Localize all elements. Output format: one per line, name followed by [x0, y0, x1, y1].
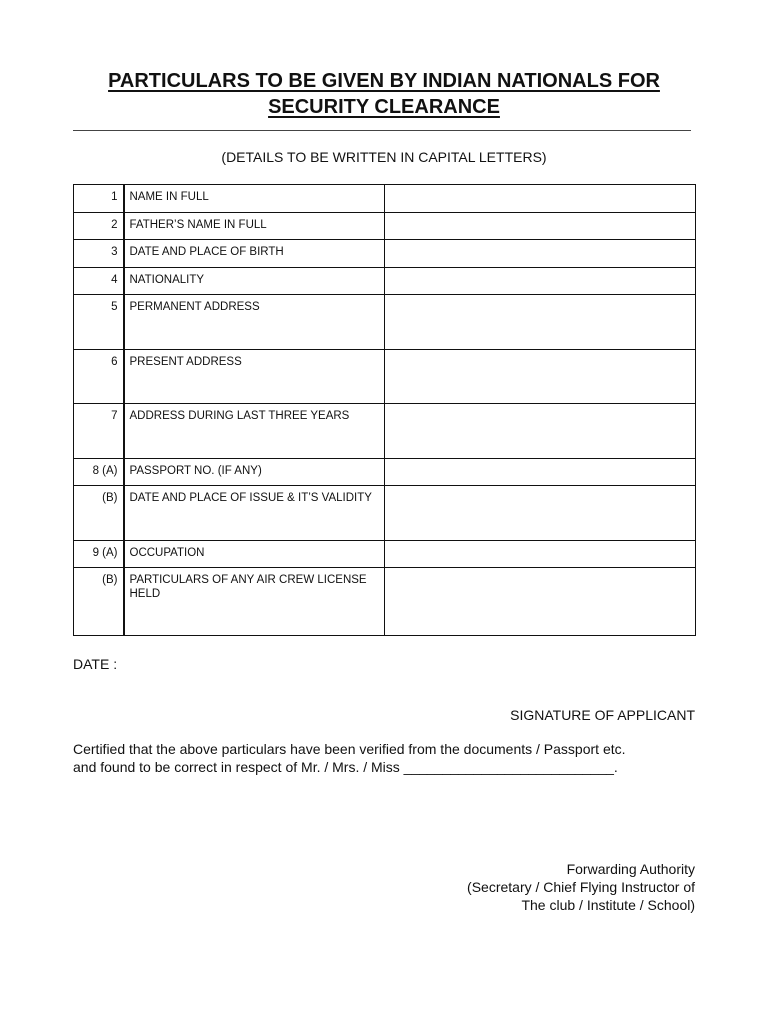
passport-number-field[interactable] [385, 459, 696, 486]
name-in-full-field[interactable] [385, 185, 696, 213]
title-line-1: PARTICULARS TO BE GIVEN BY INDIAN NATIONALS FOR [108, 70, 660, 92]
date-place-of-birth-field[interactable] [385, 240, 696, 268]
table-row [74, 295, 696, 350]
row-label: DATE AND PLACE OF BIRTH [124, 240, 385, 268]
instructions-subtitle: (DETAILS TO BE WRITTEN IN CAPITAL LETTERS) [221, 149, 547, 165]
table-row [74, 486, 696, 541]
air-crew-license-field[interactable] [385, 568, 696, 636]
last-three-years-address-field[interactable] [385, 404, 696, 459]
row-label: NATIONALITY [124, 268, 385, 295]
row-number: 5 [74, 295, 124, 350]
row-number: 6 [74, 350, 124, 404]
row-number: 4 [74, 268, 124, 295]
passport-issue-validity-field[interactable] [385, 486, 696, 541]
row-number: 3 [74, 240, 124, 268]
certification-statement [73, 740, 703, 776]
signature-label: SIGNATURE OF APPLICANT [510, 707, 695, 723]
row-label: PARTICULARS OF ANY AIR CREW LICENSE HELD [124, 568, 385, 636]
table-row [74, 185, 696, 213]
row-label: FATHER’S NAME IN FULL [124, 213, 385, 240]
nationality-field[interactable] [385, 268, 696, 295]
row-number: 1 [74, 185, 124, 213]
forwarding-line-2: (Secretary / Chief Flying Instructor of [467, 879, 695, 895]
table-row [74, 541, 696, 568]
table-row [74, 404, 696, 459]
particulars-table [73, 184, 696, 636]
document-title [40, 68, 728, 120]
present-address-field[interactable] [385, 350, 696, 404]
row-label: OCCUPATION [124, 541, 385, 568]
row-number: 2 [74, 213, 124, 240]
row-number: 9 (A) [74, 541, 124, 568]
row-label: PERMANENT ADDRESS [124, 295, 385, 350]
forwarding-authority [467, 860, 695, 914]
row-number: 7 [74, 404, 124, 459]
row-label: DATE AND PLACE OF ISSUE & IT’S VALIDITY [124, 486, 385, 541]
certification-line-1: Certified that the above particulars have been verified from the documents / Passport etc. [73, 741, 626, 757]
forwarding-line-3: The club / Institute / School) [521, 897, 695, 913]
table-row [74, 268, 696, 295]
row-label: PASSPORT NO. (IF ANY) [124, 459, 385, 486]
occupation-field[interactable] [385, 541, 696, 568]
table-row [74, 213, 696, 240]
date-label: DATE : [73, 656, 118, 672]
fathers-name-field[interactable] [385, 213, 696, 240]
permanent-address-field[interactable] [385, 295, 696, 350]
row-number: (B) [74, 568, 124, 636]
row-label: NAME IN FULL [124, 185, 385, 213]
table-row [74, 350, 696, 404]
table-row [74, 240, 696, 268]
row-label: PRESENT ADDRESS [124, 350, 385, 404]
certification-line-2: and found to be correct in respect of Mr. / Mrs. / Miss ___________________________. [73, 759, 618, 775]
table-row [74, 568, 696, 636]
title-line-2: SECURITY CLEARANCE [268, 96, 500, 118]
title-divider [73, 130, 691, 131]
row-number: (B) [74, 486, 124, 541]
row-label: ADDRESS DURING LAST THREE YEARS [124, 404, 385, 459]
forwarding-line-1: Forwarding Authority [566, 861, 695, 877]
table-row [74, 459, 696, 486]
row-number: 8 (A) [74, 459, 124, 486]
